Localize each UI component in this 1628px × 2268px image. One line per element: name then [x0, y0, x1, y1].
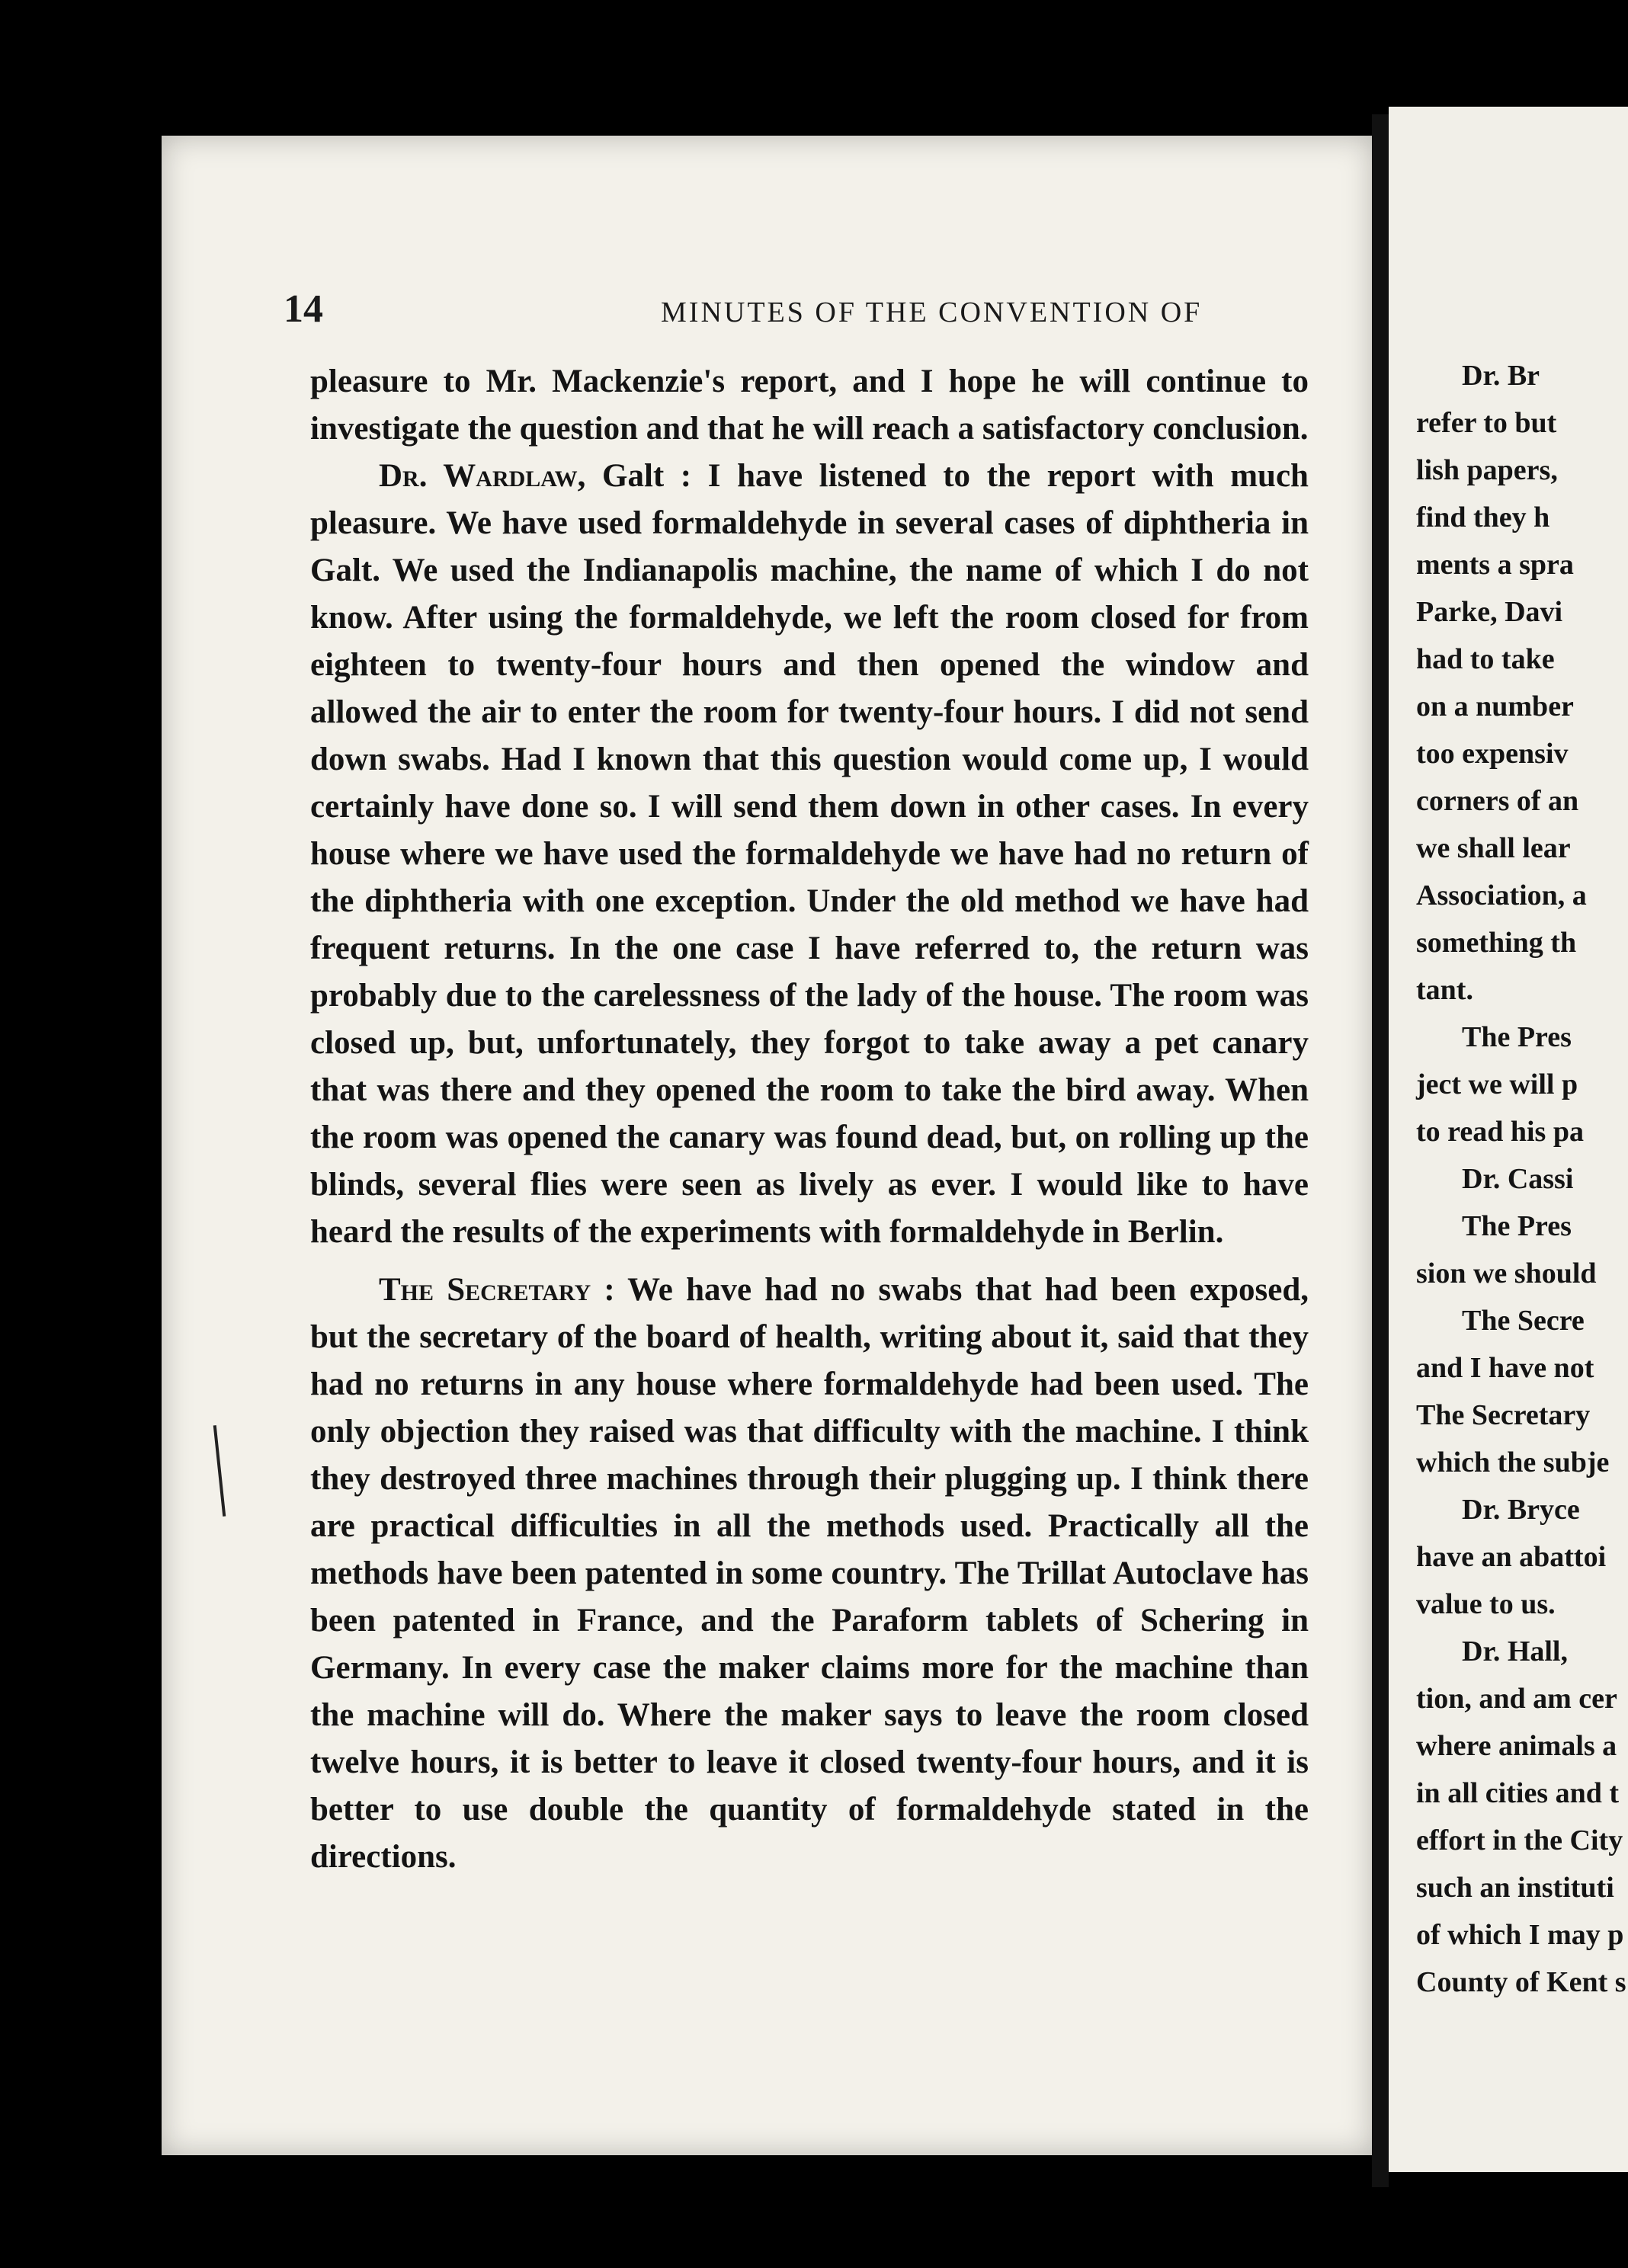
right-line: value to us.: [1416, 1588, 1556, 1620]
right-line: lish papers,: [1416, 454, 1558, 486]
right-line: effort in the City: [1416, 1824, 1623, 1856]
right-line: The Pres: [1462, 1210, 1572, 1242]
right-page: [1389, 107, 1628, 2172]
paragraph-secretary: [310, 1267, 1309, 1881]
right-line: Parke, Davi: [1416, 596, 1563, 628]
paragraph-text: pleasure to Mr. Mackenzie's report, and I hope he will continue to investigate the question and that he will reach a satisfactory conclusion.: [310, 364, 1309, 447]
right-line: on a number: [1416, 690, 1574, 722]
right-line: to read his pa: [1416, 1116, 1584, 1148]
book-gutter: [1372, 114, 1389, 2187]
right-line: Dr. Bryce: [1462, 1494, 1580, 1526]
right-line: had to take: [1416, 643, 1555, 675]
right-line: have an abattoi: [1416, 1541, 1607, 1573]
paragraph-text: We have had no swabs that had been exposed, but the secretary of the board of health, writing about it, said that they had no returns in any house where formaldehyde had been used. The only objection they raised was that difficulty with the machine. I think they destroyed three machines through their plugging up. I think there are practical difficulties in all the methods used. Practically all the methods have been patented in some country. The Trillat Autoclave has been patented in France, and the Paraform tablets of Schering in Germany. In every case the maker claims more for the machine than the machine will do. Where the maker says to leave the room closed twelve hours, it is better to leave it closed twenty-four hours, and it is better to use double the quantity of formaldehyde stated in the directions.: [310, 1272, 1309, 1875]
right-line: tant.: [1416, 974, 1473, 1006]
right-line: which the subje: [1416, 1446, 1610, 1478]
right-line: and I have not: [1416, 1352, 1594, 1384]
right-line: tion, and am cer: [1416, 1683, 1617, 1715]
right-line: The Secre: [1462, 1305, 1585, 1337]
right-page-body: [1416, 352, 1628, 2006]
right-line: The Pres: [1462, 1021, 1572, 1053]
right-line: of which I may p: [1416, 1919, 1624, 1951]
right-line: something th: [1416, 927, 1577, 959]
speaker-name: Dr. Wardlaw: [379, 458, 578, 494]
right-line: Dr. Cassi: [1462, 1163, 1574, 1195]
right-line: sion we should: [1416, 1257, 1597, 1289]
right-line: Dr. Br: [1462, 360, 1540, 392]
right-line: find they h: [1416, 501, 1550, 533]
right-line: such an instituti: [1416, 1872, 1614, 1904]
right-line: refer to but: [1416, 407, 1557, 439]
right-line: too expensiv: [1416, 738, 1569, 770]
right-line: corners of an: [1416, 785, 1579, 817]
speaker-name: The Secretary: [379, 1272, 591, 1308]
paragraph-continuation: [310, 358, 1309, 453]
right-line: in all cities and t: [1416, 1777, 1620, 1809]
page-number: 14: [284, 287, 323, 331]
page-body: [310, 358, 1309, 1881]
speaker-suffix: , Galt :: [577, 458, 692, 494]
running-head: MINUTES OF THE CONVENTION OF: [661, 296, 1203, 328]
paragraph-text: I have listened to the report with much pleasure. We have used formaldehyde in several cases of diphtheria in Galt. We used the Indianapolis machine, the name of which I do not know. After using the formaldehyde, we left the room closed for from eighteen to twenty-four hours and then opened the window and allowed the air to enter the room for twenty-four hours. I did not send down swabs. Had I known that this question would come up, I would certainly have done so. I will send them down in other cases. In every house where we have used the formaldehyde we have had no return of the diphtheria with one exception. Under the old method we have had frequent returns. In the one case I have referred to, the return was probably due to the carelessness of the lady of the house. The room was closed up, but, unfortunately, they forgot to take away a pet canary that was there and they opened the room to take the bird away. When the room was opened the canary was found dead, but, on rolling up the blinds, several flies were seen as lively as ever. I would like to have heard the results of the experiments with formaldehyde in Berlin.: [310, 458, 1309, 1250]
right-line: Association, a: [1416, 879, 1587, 911]
right-line: Dr. Hall,: [1462, 1635, 1568, 1667]
speaker-suffix: :: [591, 1272, 615, 1308]
right-line: we shall lear: [1416, 832, 1571, 864]
right-line: ments a spra: [1416, 549, 1574, 581]
right-line: ject we will p: [1416, 1068, 1578, 1100]
right-line: The Secretary: [1416, 1399, 1591, 1431]
paragraph-wardlaw: [310, 453, 1309, 1256]
right-line: County of Kent s: [1416, 1966, 1626, 1998]
left-page: [162, 136, 1373, 2155]
right-line: where animals a: [1416, 1730, 1617, 1762]
